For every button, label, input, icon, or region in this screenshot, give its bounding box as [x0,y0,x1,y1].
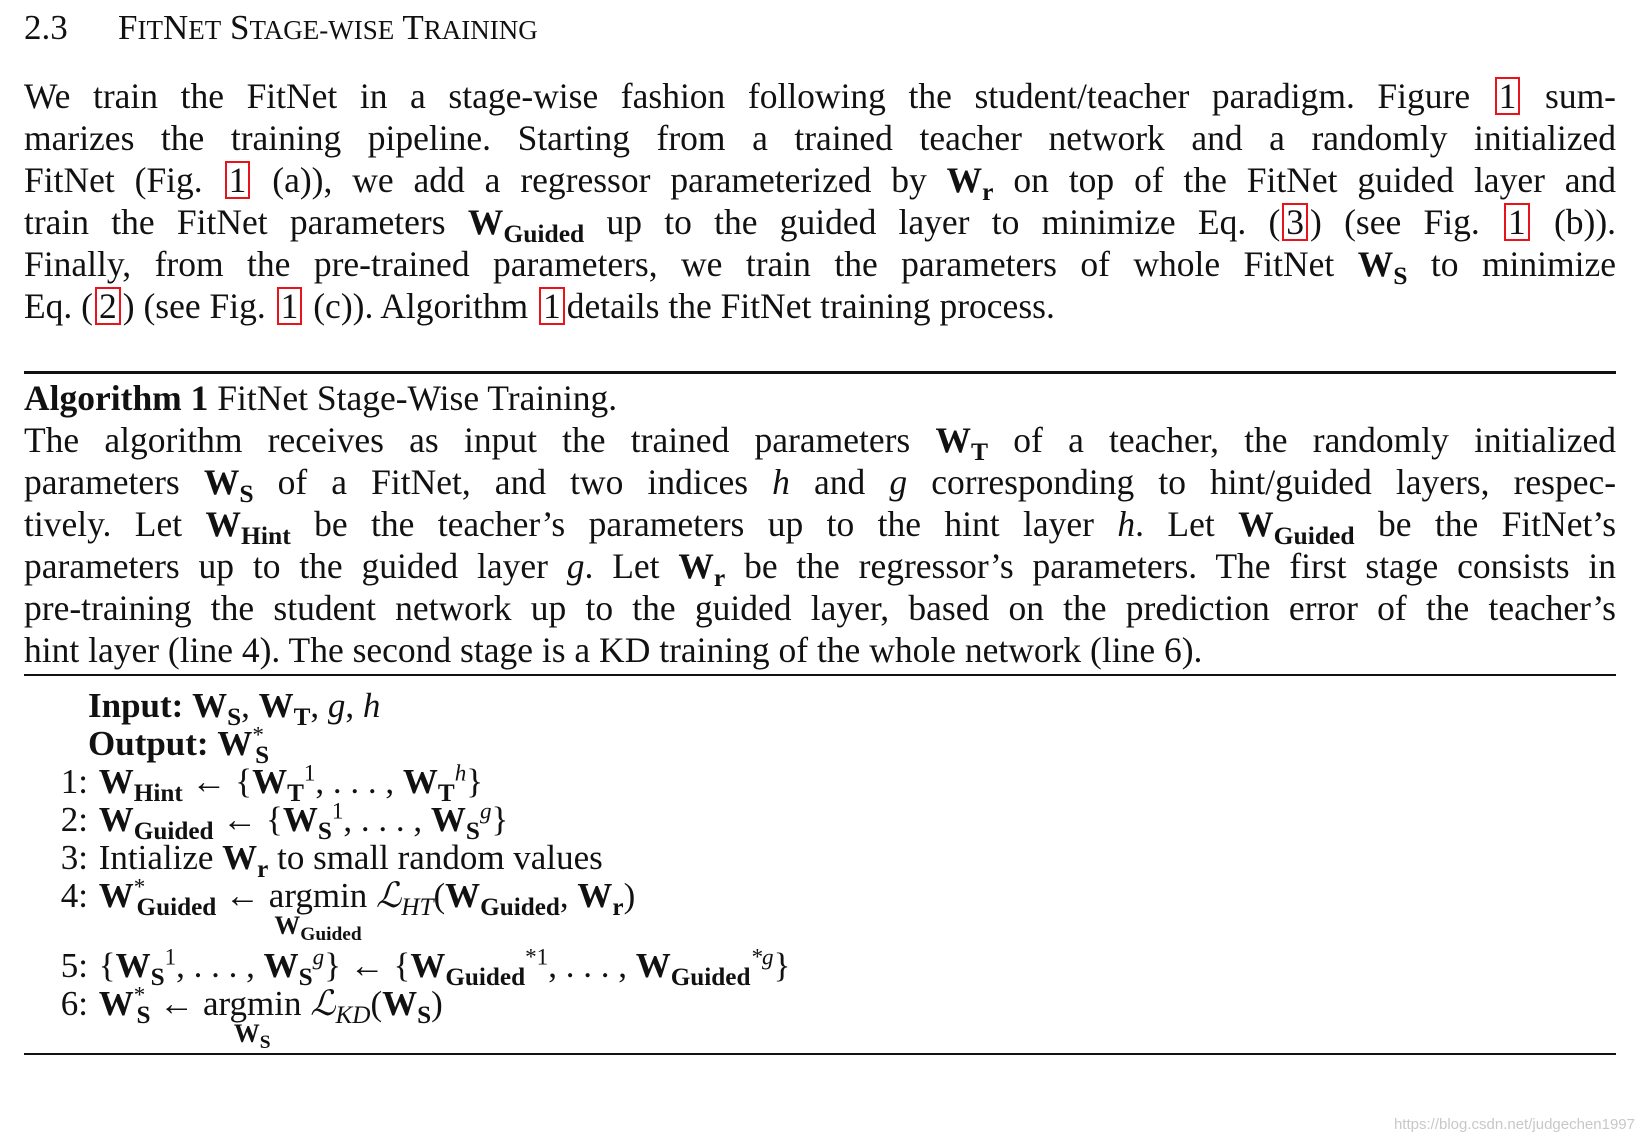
paragraph-text: on top of the FitNet guided layer and [1013,160,1617,200]
algorithm-middle-rule [24,674,1616,676]
algorithm-step-2: 2: $W_{Guided}$ ← {$W_S^1$, . . . , $W_S^g$} [60,797,509,846]
algorithm-input-line: Input: $W_S$, $W_T$, g, h [88,686,381,732]
math-W-S: $W_S$ [203,462,254,509]
algorithm-top-rule [24,371,1616,374]
section-heading [24,6,538,52]
math-W-S: $W_S$ [1357,244,1408,291]
algorithm-output-line: Output: $W^*_S$ [88,721,270,770]
section-title: FITNET STAGE-WISE TRAINING [118,8,538,47]
algorithm-step-1: 1: $W_{Hint}$ ← {$W_T^1$, . . . , $W_T^h$} [60,759,484,808]
paragraph-text: (b)). [1553,202,1617,242]
paragraph-line [24,74,1616,118]
paragraph-text: FitNet (Fig. [24,160,203,200]
algorithm-desc-line: The algorithm receives as input the trained parameters $W_T$ of a teacher, the randomly initialized [24,420,1617,467]
algorithm-step-5: 5: {$W_S^1$, . . . , $W_S^g$} ← {$W_{Guided}^{*1}$, . . . , $W_{Guided}^{*g}$} [60,943,791,992]
paragraph-text: ) (see Fig. [1310,202,1480,242]
algorithm-bottom-rule [24,1053,1616,1055]
paragraph-line [24,284,1616,328]
equation-reference-link[interactable]: 2 [95,287,121,325]
math-W-hint: $W_{Hint}$ [205,504,291,551]
paragraph-text: marizes the training pipeline. Starting from a trained teacher network and a randomly initialized [24,118,1616,158]
algorithm-title-line [24,376,1616,420]
paragraph-line [24,200,1617,249]
paragraph-text: ) (see Fig. [122,286,266,326]
paragraph-text: Eq. ( [24,286,94,326]
figure-reference-link[interactable]: 1 [225,161,251,199]
math-W-r: $W_r$ [946,160,994,207]
algorithm-desc-line: pre-training the student network up to the guided layer, based on the prediction error of the teacher’s [24,588,1616,628]
argmin-operator: argmin $W_{Guided}$ [268,876,368,946]
math-W-T: $W_T$ [935,420,989,467]
algorithm-desc-line: tively. Let $W_{Hint}$ be the teacher’s parameters up to the hint layer h. Let $W_{Guided}$ be the FitNet’s [24,504,1617,551]
algorithm-desc-line: parameters $W_S$ of a FitNet, and two indices h and g corresponding to hint/guided layers, respec- [24,462,1617,509]
figure-reference-link[interactable]: 1 [1504,203,1530,241]
paragraph-text: details the FitNet training process. [566,286,1055,326]
paragraph-text: train the FitNet parameters [24,202,446,242]
algorithm-label: Algorithm 1 [24,378,209,418]
paragraph-text: sum- [1545,76,1616,116]
paragraph-text: Finally, from the pre-trained parameters, we train the parameters of whole FitNet [24,244,1335,284]
math-W-guided: $W_{Guided}$ [1238,504,1355,551]
section-number: 2.3 [24,8,68,47]
algorithm-step-3: 3: Intialize $W_r$ to small random values [60,838,603,884]
equation-reference-link[interactable]: 3 [1282,203,1308,241]
algorithm-step-6: 6: $W^*_S$ ← argmin $W_S$ $ℒ_{KD}(W_S)$ [60,981,443,1054]
figure-reference-link[interactable]: 1 [1495,77,1521,115]
paragraph-text: (a)), we add a regressor parameterized by [272,160,927,200]
paragraph-line [24,242,1617,291]
paragraph-text: We train the FitNet in a stage-wise fashion following the student/teacher paradigm. Figure [24,76,1471,116]
watermark: https://blog.csdn.net/judgechen1997 [1393,1116,1635,1133]
argmin-operator: argmin $W_S$ [203,984,302,1054]
math-W-guided: $W_{Guided}$ [467,202,585,249]
algorithm-step-4: 4: $W^*_{Guided}$ ← argmin $W_{Guided}$ $ℒ_{HT}(W_{Guided}$, $W_r$) [60,873,636,946]
algorithm-desc-line: parameters up to the guided layer g. Let $W_r$ be the regressor’s parameters. The first stage consists in [24,546,1617,593]
figure-reference-link[interactable]: 1 [277,287,303,325]
paragraph-text: (c)). Algorithm [313,286,529,326]
algorithm-title: FitNet Stage-Wise Training. [217,378,618,418]
paragraph-text: to minimize [1430,244,1617,284]
paragraph-text: up to the guided layer to minimize Eq. ( [606,202,1281,242]
algorithm-desc-line: hint layer (line 4). The second stage is a KD training of the whole network (line 6). [24,630,1203,670]
math-W-r: $W_r$ [678,546,726,593]
algorithm-reference-link[interactable]: 1 [539,287,565,325]
paragraph-line [24,158,1617,207]
paragraph-line [24,116,1616,160]
algorithm-body [24,684,1616,1054]
